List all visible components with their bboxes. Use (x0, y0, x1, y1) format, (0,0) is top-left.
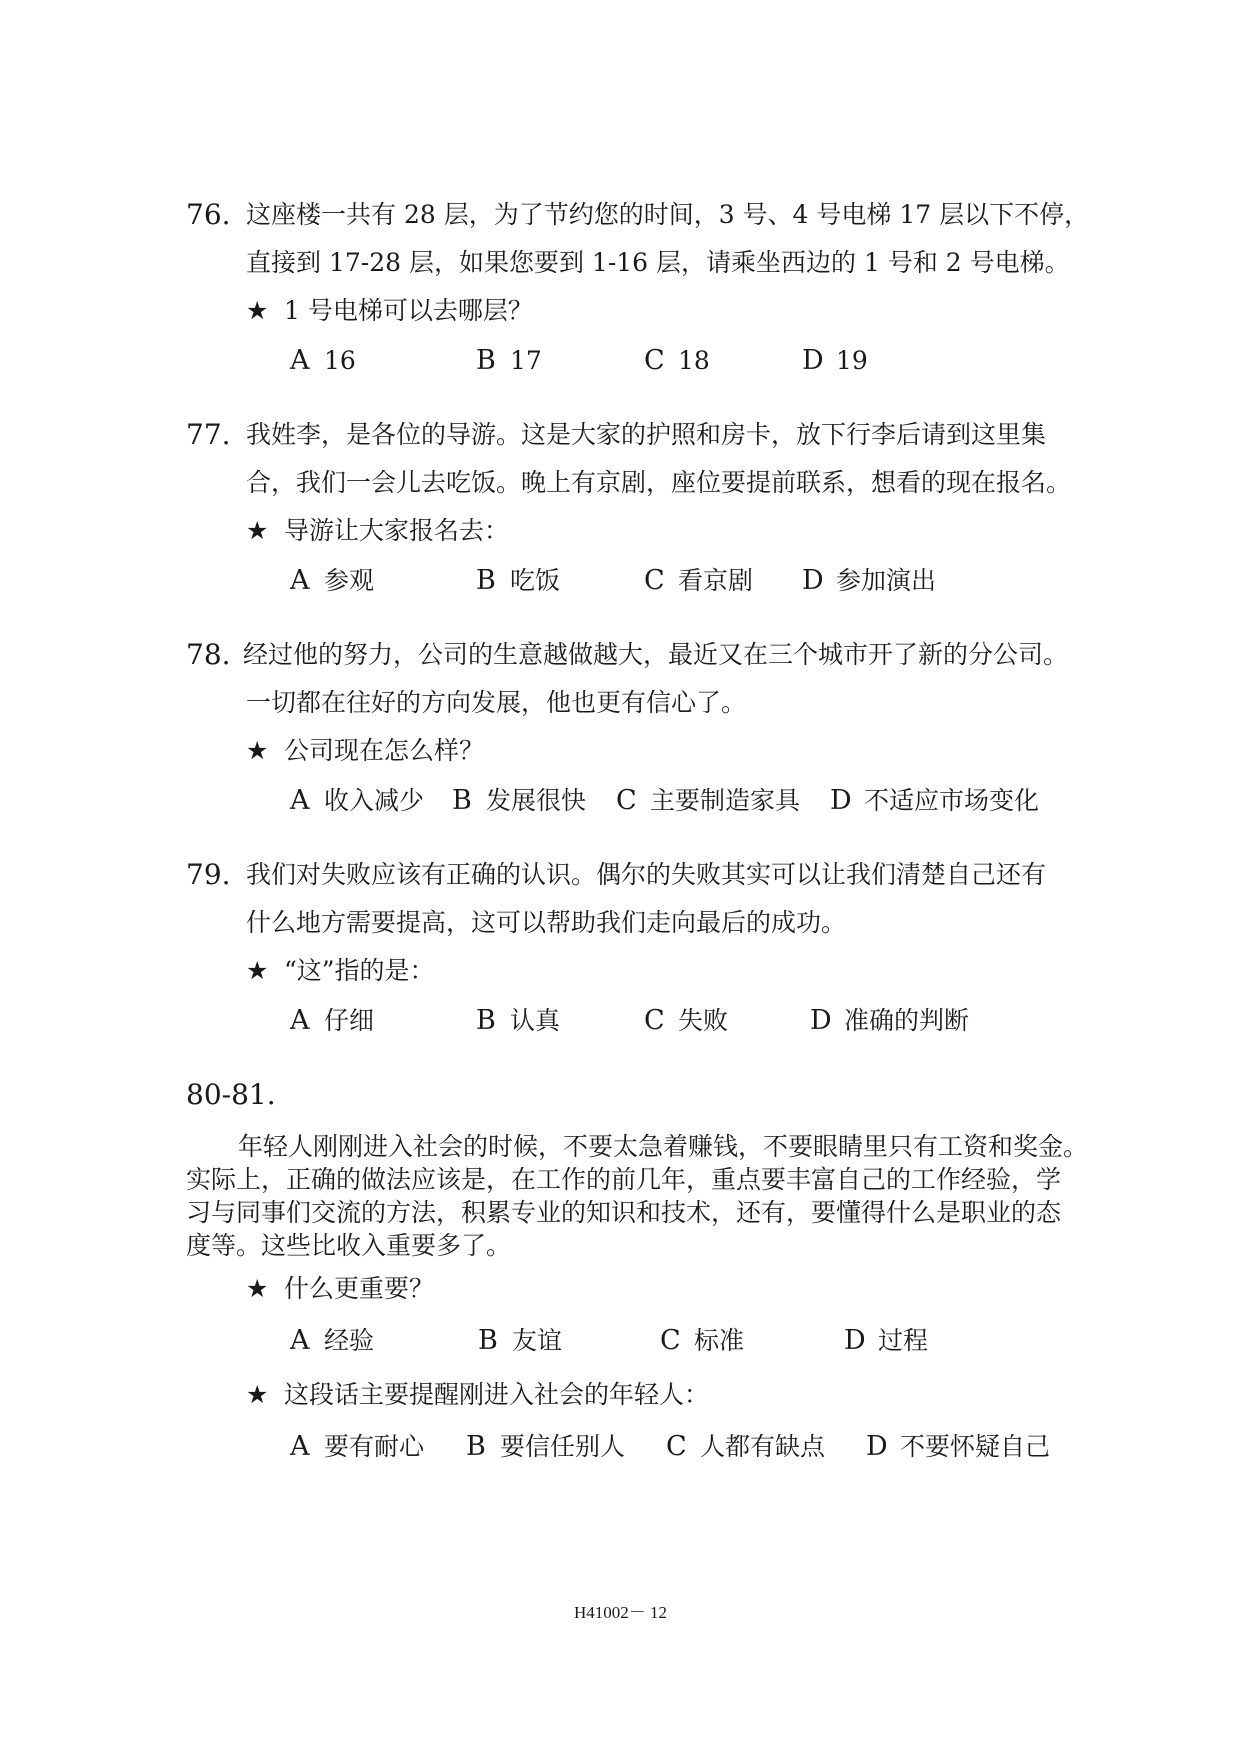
option-a: A 仔细 (290, 1005, 375, 1036)
question-stem-line: 什么地方需要提高，这可以帮助我们走向最后的成功。 (246, 908, 847, 937)
question-stem-line: 我姓李，是各位的导游。这是大家的护照和房卡，放下行李后请到这里集 (246, 420, 1047, 449)
option-a: A 16 (290, 345, 356, 376)
question-stem-line: 一切都在往好的方向发展，他也更有信心了。 (246, 688, 747, 717)
star-icon: ★ (246, 956, 269, 985)
passage-number: 80-81. (186, 1078, 276, 1111)
option-b: B 友谊 (478, 1325, 563, 1356)
option-b: B 17 (476, 345, 542, 376)
option-a: A 要有耐心 (290, 1431, 425, 1462)
option-d: D 过程 (844, 1325, 929, 1356)
star-icon: ★ (246, 736, 269, 765)
passage-line: 年轻人刚刚进入社会的时候，不要太急着赚钱，不要眼睛里只有工资和奖金。 (238, 1132, 1089, 1161)
question-number: 76. (186, 198, 231, 231)
question-stem-line: 这座楼一共有 28 层，为了节约您的时间，3 号、4 号电梯 17 层以下不停， (246, 200, 1090, 229)
option-a: A 经验 (290, 1325, 375, 1356)
question-prompt (246, 1274, 434, 1304)
question-stem-line: 经过他的努力，公司的生意越做越大，最近又在三个城市开了新的分公司。 (243, 640, 1069, 669)
question-stem-line: 我们对失败应该有正确的认识。偶尔的失败其实可以让我们清楚自己还有 (246, 860, 1047, 889)
option-d: D 19 (802, 345, 868, 376)
prompt-text: 什么更重要？ (284, 1274, 435, 1303)
question-number: 78. (186, 638, 231, 671)
passage-line: 实际上，正确的做法应该是，在工作的前几年，重点要丰富自己的工作经验，学 (186, 1165, 1062, 1194)
passage-text (186, 1130, 1089, 1262)
star-icon: ★ (246, 296, 269, 325)
question-prompt (246, 296, 533, 326)
option-c: C 失败 (644, 1005, 729, 1036)
option-c: C 18 (644, 345, 710, 376)
question-prompt (246, 1380, 709, 1410)
question-number: 77. (186, 418, 231, 451)
option-c: C 标准 (660, 1325, 745, 1356)
option-b: B 认真 (476, 1005, 561, 1036)
question-prompt (246, 516, 509, 546)
option-d: D 参加演出 (802, 565, 937, 596)
prompt-text: 1 号电梯可以去哪层？ (284, 296, 533, 325)
option-c: C 看京剧 (644, 565, 754, 596)
question-stem-line: 直接到 17-28 层，如果您要到 1-16 层，请乘坐西边的 1 号和 2 号电梯。 (246, 248, 1070, 277)
option-a: A 收入减少 (290, 785, 425, 816)
option-c: C 人都有缺点 (666, 1431, 826, 1462)
prompt-text: “这”指的是： (284, 956, 435, 985)
star-icon: ★ (246, 1380, 269, 1409)
option-c: C 主要制造家具 (616, 785, 801, 816)
question-number: 79. (186, 858, 231, 891)
question-prompt (246, 956, 435, 986)
option-b: B 发展很快 (452, 785, 587, 816)
prompt-text: 公司现在怎么样？ (284, 736, 485, 765)
option-a: A 参观 (290, 565, 375, 596)
option-b: B 要信任别人 (466, 1431, 626, 1462)
passage-line: 度等。这些比收入重要多了。 (186, 1231, 512, 1260)
star-icon: ★ (246, 1274, 269, 1303)
option-d: D 不适应市场变化 (830, 785, 1040, 816)
prompt-text: 导游让大家报名去： (284, 516, 510, 545)
passage-line: 习与同事们交流的方法，积累专业的知识和技术，还有，要懂得什么是职业的态 (186, 1198, 1062, 1227)
option-d: D 不要怀疑自己 (866, 1431, 1051, 1462)
option-d: D 准确的判断 (810, 1005, 970, 1036)
prompt-text: 这段话主要提醒刚进入社会的年轻人： (284, 1380, 710, 1409)
option-b: B 吃饭 (476, 565, 561, 596)
question-prompt (246, 736, 484, 766)
question-stem-line: 合，我们一会儿去吃饭。晚上有京剧，座位要提前联系，想看的现在报名。 (246, 468, 1072, 497)
star-icon: ★ (246, 516, 269, 545)
page-footer: H41002－ 12 (573, 1603, 668, 1622)
